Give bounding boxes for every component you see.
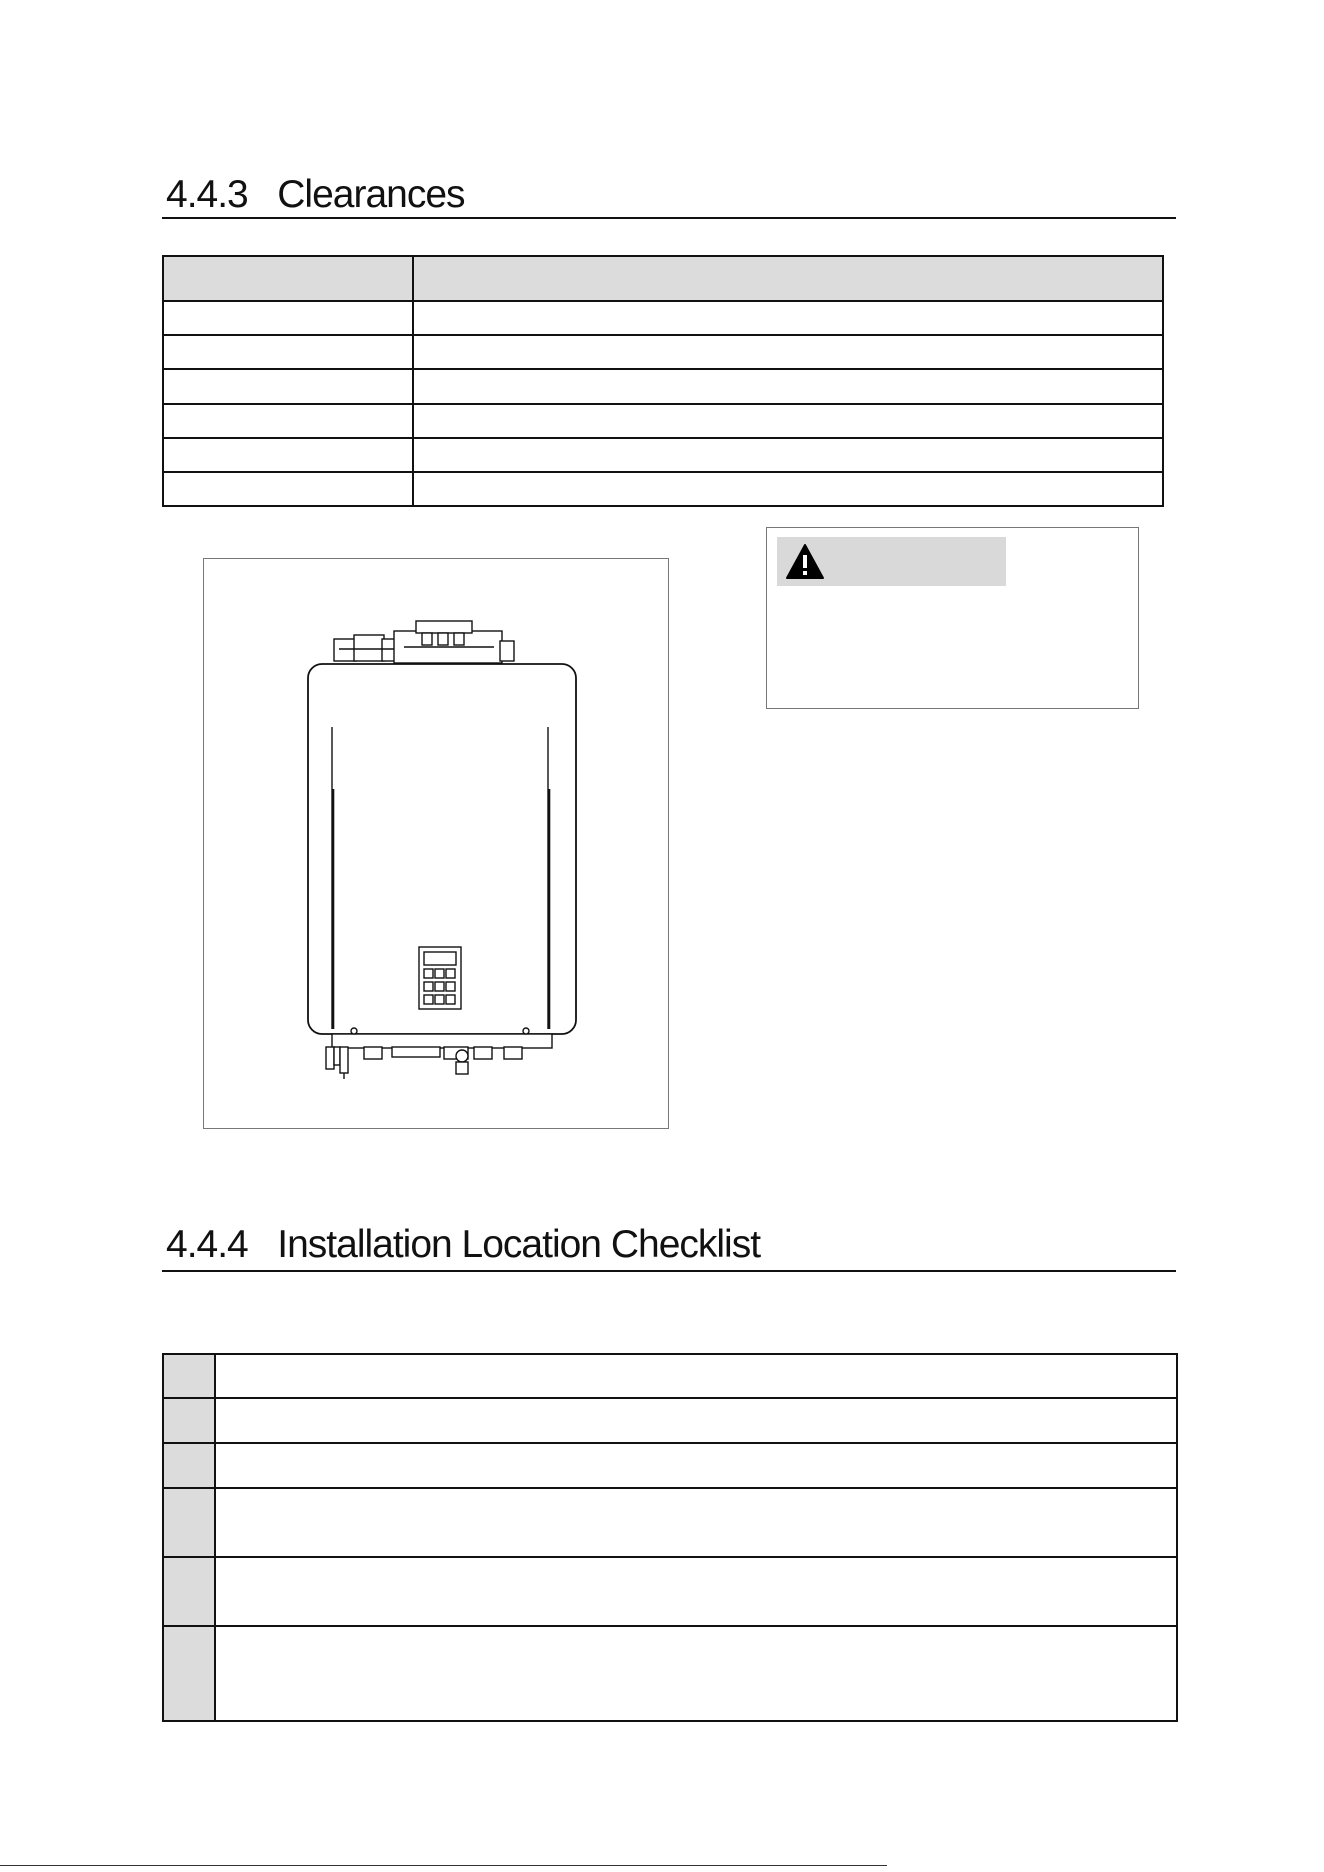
checklist-row (163, 1557, 1177, 1626)
checklist-row (163, 1354, 1177, 1398)
table-row (163, 369, 1163, 404)
water-heater-drawing (204, 559, 668, 1128)
table-row (163, 335, 1163, 369)
checklist-text-cell (215, 1488, 1177, 1557)
warning-triangle-icon (785, 543, 825, 581)
table-cell (413, 438, 1163, 472)
table-cell (413, 404, 1163, 438)
checklist-text-cell (215, 1398, 1177, 1443)
checklist-number-cell (163, 1626, 215, 1721)
checklist-number-cell (163, 1354, 215, 1398)
checklist-number-cell (163, 1398, 215, 1443)
checklist-number-cell (163, 1488, 215, 1557)
table-row (163, 301, 1163, 335)
section-444-rule (162, 1270, 1176, 1272)
table-row (163, 404, 1163, 438)
section-444-heading (166, 1225, 760, 1264)
table-cell (163, 369, 413, 404)
footer-rule (0, 1865, 887, 1866)
checklist-number-cell (163, 1443, 215, 1488)
section-444-number: 4.4.4 (166, 1223, 248, 1266)
table-header-row (163, 256, 1163, 301)
section-443-title: Clearances (277, 173, 465, 216)
table-cell (413, 301, 1163, 335)
section-443-heading (166, 175, 465, 214)
checklist-table (162, 1353, 1178, 1722)
section-443-rule (162, 217, 1176, 219)
figure-box (203, 558, 669, 1129)
table-cell (413, 369, 1163, 404)
table-cell (413, 472, 1163, 506)
checklist-row (163, 1443, 1177, 1488)
section-444-title: Installation Location Checklist (277, 1223, 761, 1266)
table-cell (163, 404, 413, 438)
table-row (163, 438, 1163, 472)
checklist-text-cell (215, 1626, 1177, 1721)
checklist-row (163, 1398, 1177, 1443)
checklist-text-cell (215, 1443, 1177, 1488)
table-cell (163, 472, 413, 506)
checklist-text-cell (215, 1354, 1177, 1398)
clearances-table (162, 255, 1164, 507)
warning-box (766, 527, 1139, 709)
table-row (163, 472, 1163, 506)
table-header-cell (413, 256, 1163, 301)
checklist-text-cell (215, 1557, 1177, 1626)
table-cell (163, 301, 413, 335)
table-cell (163, 335, 413, 369)
table-cell (163, 438, 413, 472)
warning-header-bar (777, 537, 1006, 586)
table-header-cell (163, 256, 413, 301)
section-443-number: 4.4.3 (166, 173, 248, 216)
checklist-row (163, 1626, 1177, 1721)
table-cell (413, 335, 1163, 369)
checklist-number-cell (163, 1557, 215, 1626)
checklist-row (163, 1488, 1177, 1557)
